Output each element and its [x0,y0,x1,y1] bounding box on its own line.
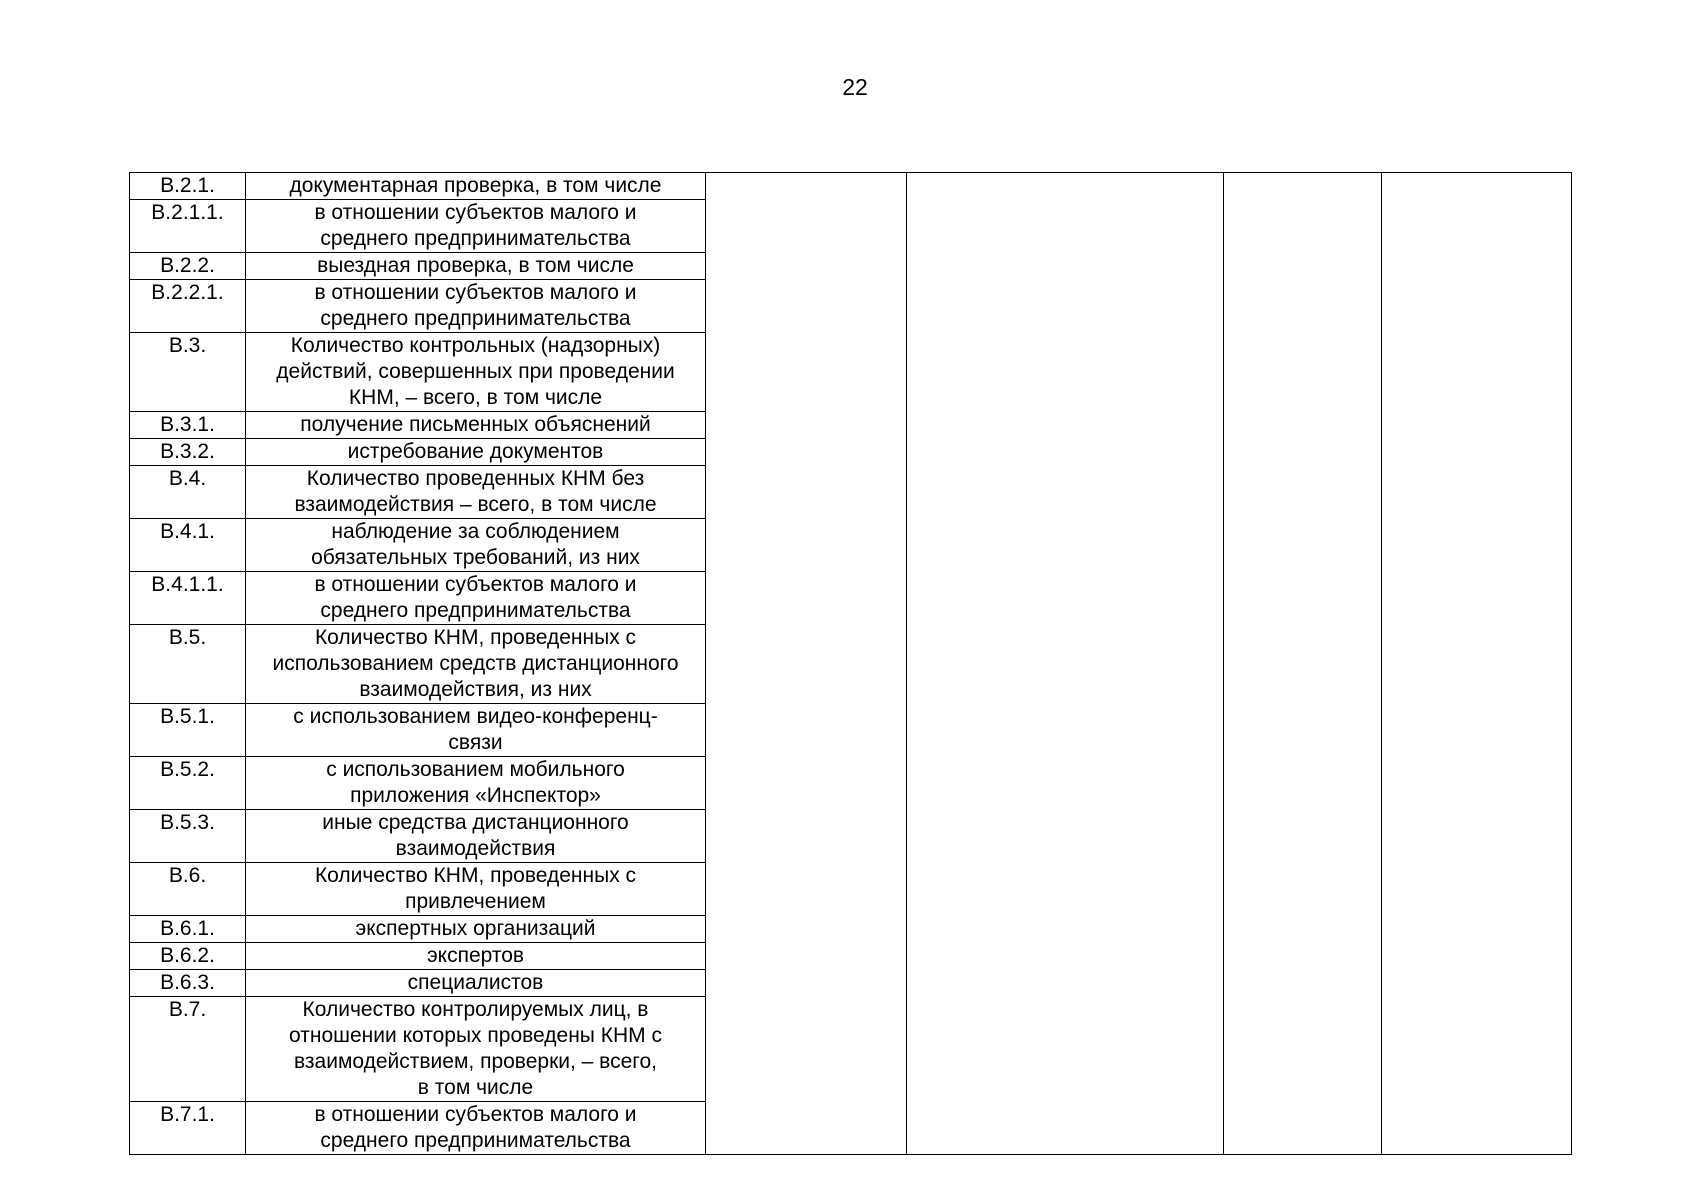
row-name: экспертных организаций [355,917,596,940]
row-name-cell [246,333,706,412]
row-code: В.6.1. [130,916,246,943]
row-name: Количество КНМ, проведенных с использованием средств дистанционного взаимодействия, из них [272,626,679,701]
empty-value-cell [907,173,1224,1155]
row-name-cell [246,466,706,519]
row-code: В.6. [130,863,246,916]
row-name: в отношении субъектов малого и среднего предпринимательства [314,201,637,250]
row-name-cell [246,253,706,280]
row-name-cell [246,1102,706,1155]
row-name: с использованием видео-конференц- связи [293,705,658,754]
row-name-cell [246,810,706,863]
row-name-cell [246,200,706,253]
row-name-cell [246,625,706,704]
empty-value-cell [1224,173,1382,1155]
row-code: В.7.1. [130,1102,246,1155]
page-number: 22 [842,74,868,100]
row-code: В.3.2. [130,439,246,466]
row-name-cell [246,970,706,997]
row-name: Количество контрольных (надзорных) действий, совершенных при проведении КНМ, – всего, в том числе [276,334,675,409]
row-code: В.6.2. [130,943,246,970]
row-name: в отношении субъектов малого и среднего предпринимательства [314,281,637,330]
row-name: с использованием мобильного приложения «Инспектор» [326,758,625,807]
row-name-cell [246,173,706,200]
row-code: В.2.1.1. [130,200,246,253]
empty-value-cell [706,173,907,1155]
row-code: В.3.1. [130,412,246,439]
row-name: иные средства дистанционного взаимодействия [322,811,629,860]
row-name: Количество КНМ, проведенных с привлечением [314,864,637,913]
row-code: В.2.2.1. [130,280,246,333]
row-name: наблюдение за соблюдением обязательных требований, из них [311,520,640,569]
indicator-table-body [130,173,1572,1155]
row-name-cell [246,412,706,439]
row-name: получение письменных объяснений [300,413,651,436]
row-name-cell [246,572,706,625]
row-name-cell [246,280,706,333]
row-code: В.5. [130,625,246,704]
row-name-cell [246,704,706,757]
row-code: В.2.2. [130,253,246,280]
row-name: документарная проверка, в том числе [289,174,662,197]
row-code: В.7. [130,997,246,1102]
indicator-table [129,172,1572,1155]
row-code: В.3. [130,333,246,412]
row-name-cell [246,916,706,943]
row-name-cell [246,943,706,970]
row-name: в отношении субъектов малого и среднего предпринимательства [314,573,637,622]
row-name: Количество контролируемых лиц, в отношении которых проведены КНМ с взаимодействием, проверки, – всего, в том числе [289,998,662,1099]
row-code: В.4.1. [130,519,246,572]
row-name: экспертов [426,944,525,967]
empty-value-cell [1382,173,1572,1155]
row-code: В.4.1.1. [130,572,246,625]
row-name: истребование документов [347,440,604,463]
row-code: В.5.1. [130,704,246,757]
row-name: специалистов [407,971,544,994]
table-row [130,173,1572,200]
row-name-cell [246,519,706,572]
row-code: В.5.2. [130,757,246,810]
row-code: В.4. [130,466,246,519]
row-name: в отношении субъектов малого и среднего предпринимательства [314,1103,637,1152]
row-name-cell [246,863,706,916]
row-name-cell [246,757,706,810]
row-name-cell [246,997,706,1102]
row-name: выездная проверка, в том числе [317,254,634,277]
row-code: В.2.1. [130,173,246,200]
row-name-cell [246,439,706,466]
row-code: В.6.3. [130,970,246,997]
row-code: В.5.3. [130,810,246,863]
row-name: Количество проведенных КНМ без взаимодействия – всего, в том числе [294,467,657,516]
